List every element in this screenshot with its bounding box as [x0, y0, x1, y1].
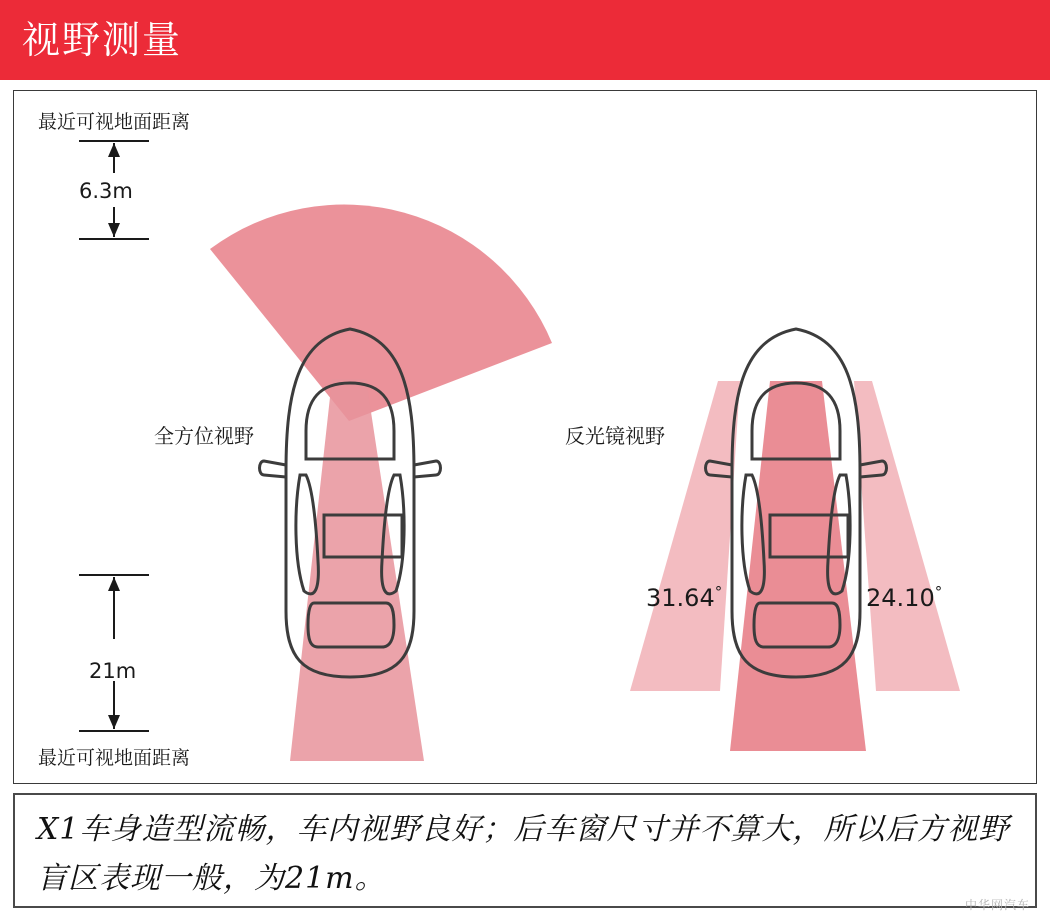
diagram-panel [13, 90, 1037, 784]
header-banner [0, 0, 1050, 80]
watermark: 中华网汽车 [964, 898, 1030, 912]
angle-left-value [646, 583, 722, 612]
bottom-distance-label: 最近可视地面距离 [38, 747, 191, 769]
angle-right-number: 24.10 [866, 584, 935, 612]
degree-symbol-right: ° [934, 583, 943, 601]
angle-left-number: 31.64 [646, 584, 715, 612]
left-front-cone [210, 205, 552, 421]
top-distance-value: 6.3m [79, 179, 133, 203]
caption-text: X1车身造型流畅，车内视野良好；后车窗尺寸并不算大，所以后方视野盲区表现一般，为21m。 [37, 812, 1010, 896]
right-center-cone [730, 381, 866, 751]
right-view-title: 反光镜视野 [565, 424, 665, 448]
left-view-title: 全方位视野 [154, 424, 254, 448]
bottom-distance-value: 21m [89, 659, 137, 683]
left-rear-cone [290, 379, 424, 761]
page-title: 视野测量 [22, 18, 183, 62]
bottom-distance-ruler [79, 575, 149, 731]
caption-box [13, 793, 1037, 908]
degree-symbol-left: ° [714, 583, 723, 601]
angle-right-value [866, 583, 942, 612]
top-distance-label: 最近可视地面距离 [38, 111, 191, 133]
